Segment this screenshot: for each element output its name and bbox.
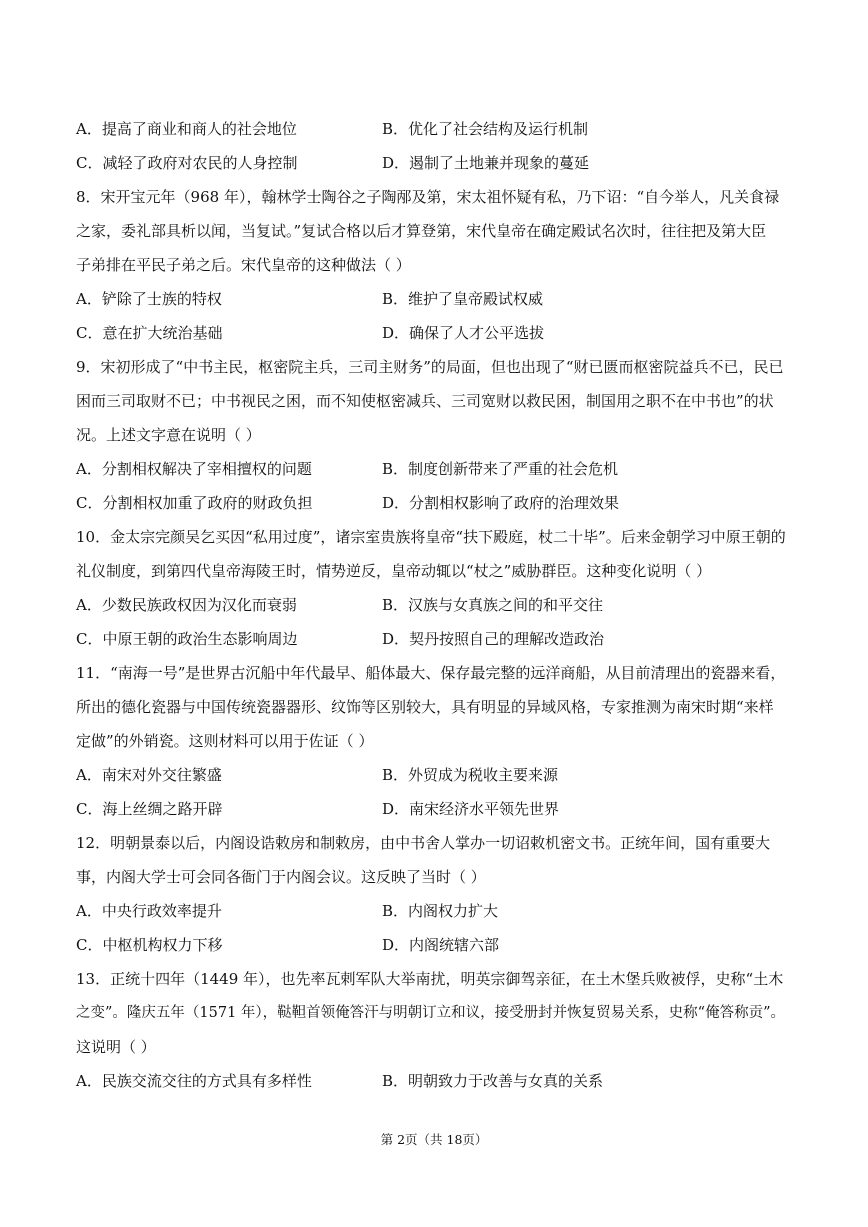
page-content xyxy=(76,112,796,1098)
question-text-line: 所出的德化瓷器与中国传统瓷器器形、纹饰等区别较大，具有明显的异域风格，专家推测为南宋时期“来样 xyxy=(76,698,774,716)
options-row xyxy=(76,282,796,316)
option-b: B．维护了皇帝殿试权威 xyxy=(382,290,544,308)
question-9 xyxy=(76,350,796,520)
option-c: C．减轻了政府对农民的人身控制 xyxy=(76,154,298,172)
option-c: C．海上丝绸之路开辟 xyxy=(76,800,223,818)
option-a: A．分割相权解决了宰相擅权的问题 xyxy=(76,460,312,478)
options-row xyxy=(76,146,796,180)
options-row xyxy=(76,894,796,928)
option-a: A．民族交流交往的方式具有多样性 xyxy=(76,1072,312,1090)
question-text-line: 定做”的外销瓷。这则材料可以用于佐证（ ） xyxy=(76,732,374,750)
question-11 xyxy=(76,656,796,826)
option-a: A．中央行政效率提升 xyxy=(76,902,222,920)
option-c: C．意在扩大统治基础 xyxy=(76,324,223,342)
options-row xyxy=(76,928,796,962)
page-footer: 第 2页（共 18页） xyxy=(380,1132,488,1147)
options-row xyxy=(76,316,796,350)
option-d: D．遏制了土地兼并现象的蔓延 xyxy=(382,154,590,172)
option-a: A．提高了商业和商人的社会地位 xyxy=(76,120,297,138)
option-d: D．南宋经济水平领先世界 xyxy=(382,800,560,818)
question-8 xyxy=(76,180,796,350)
option-d: D．契丹按照自己的理解改造政治 xyxy=(382,630,605,648)
option-d: D．确保了人才公平选拔 xyxy=(382,324,545,342)
question-text-line: 12．明朝景泰以后，内阁设诰敕房和制敕房，由中书舍人掌办一切诏敕机密文书。正统年间，国有重要大 xyxy=(76,834,771,852)
options-row xyxy=(76,1064,796,1098)
option-a: A．南宋对外交往繁盛 xyxy=(76,766,222,784)
question-10 xyxy=(76,520,796,656)
option-d: D．分割相权影响了政府的治理效果 xyxy=(382,494,620,512)
question-text-line: 礼仪制度，到第四代皇帝海陵王时，情势逆反，皇帝动辄以“杖之”威胁群臣。这种变化说明（ ） xyxy=(76,562,712,580)
option-d: D．内阁统辖六部 xyxy=(382,936,500,954)
question-text-line: 9．宋初形成了“中书主民，枢密院主兵，三司主财务”的局面，但也出现了“财已匮而枢密院益兵不已，民已 xyxy=(76,358,784,376)
options-row xyxy=(76,588,796,622)
option-c: C．中原王朝的政治生态影响周边 xyxy=(76,630,298,648)
question-text-line: 事，内阁大学士可会同各衙门于内阁会议。这反映了当时（ ） xyxy=(76,868,486,886)
question-12 xyxy=(76,826,796,962)
option-a: A．铲除了士族的特权 xyxy=(76,290,222,308)
option-c: C．分割相权加重了政府的财政负担 xyxy=(76,494,313,512)
options-row xyxy=(76,622,796,656)
question-text-line: 13．正统十四年（1449 年），也先率瓦剌军队大举南扰，明英宗御驾亲征，在土木堡兵败被俘，史称“土木 xyxy=(76,970,784,988)
question-text-line: 10．金太宗完颜吴乞买因“私用过度”，诸宗室贵族将皇帝“扶下殿庭，杖二十毕”。后来金朝学习中原王朝的 xyxy=(76,528,786,546)
option-b: B．优化了社会结构及运行机制 xyxy=(382,120,589,138)
option-b: B．汉族与女真族之间的和平交往 xyxy=(382,596,604,614)
question-text-line: 这说明（ ） xyxy=(76,1038,156,1056)
option-b: B．明朝致力于改善与女真的关系 xyxy=(382,1072,604,1090)
options-row xyxy=(76,112,796,146)
question-text-line: 8．宋开宝元年（968 年），翰林学士陶谷之子陶邴及第，宋太祖怀疑有私，乃下诏：“自今举人，凡关食禄 xyxy=(76,188,780,206)
question-text-line: 之家，委礼部具析以闻，当复试。”复试合格以后才算登第，宋代皇帝在确定殿试名次时，往往把及第大臣 xyxy=(76,222,767,240)
option-a: A．少数民族政权因为汉化而衰弱 xyxy=(76,596,297,614)
question-text-line: 11．“南海一号”是世界古沉船中年代最早、船体最大、保存最完整的远洋商船，从目前清理出的瓷器来看， xyxy=(76,664,786,682)
option-b: B．外贸成为税收主要来源 xyxy=(382,766,559,784)
option-b: B．内阁权力扩大 xyxy=(382,902,499,920)
options-row xyxy=(76,792,796,826)
options-row xyxy=(76,758,796,792)
question-text-line: 困而三司取财不已；中书视民之困，而不知使枢密减兵、三司宽财以救民困，制国用之职不在中书也”的状 xyxy=(76,392,774,410)
options-row xyxy=(76,452,796,486)
question-text-line: 况。上述文字意在说明（ ） xyxy=(76,426,261,444)
question-13 xyxy=(76,962,796,1098)
option-c: C．中枢机构权力下移 xyxy=(76,936,223,954)
options-row xyxy=(76,486,796,520)
option-b: B．制度创新带来了严重的社会危机 xyxy=(382,460,619,478)
question-text-line: 之变”。隆庆五年（1571 年），鞑靼首领俺答汗与明朝订立和议，接受册封并恢复贸易关系，史称“俺答称贡”。 xyxy=(76,1005,785,1021)
question-text-line: 子弟排在平民子弟之后。宋代皇帝的这种做法（ ） xyxy=(76,256,411,274)
